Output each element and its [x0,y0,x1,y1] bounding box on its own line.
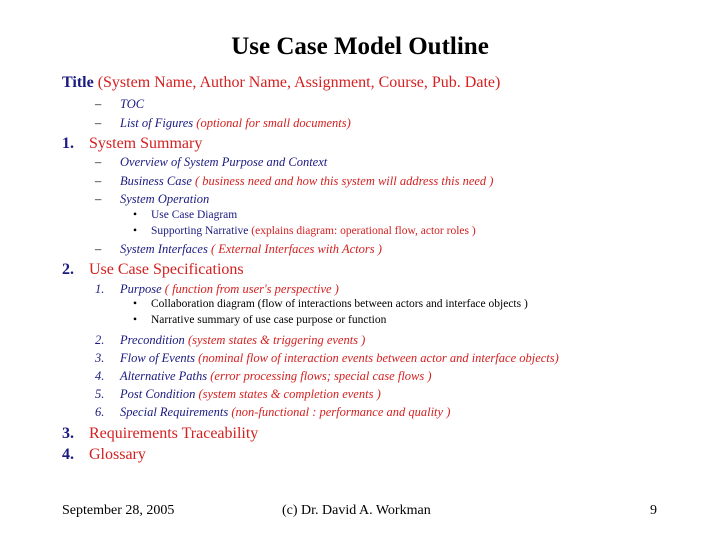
dash-marker: – [95,155,102,169]
bullet-marker: • [133,298,138,310]
list-item-note: ( function from user's perspective ) [161,282,339,296]
list-item-note: (non-functional : performance and quality ) [228,405,451,419]
list-item-label: System Operation [120,192,210,206]
section-number: 1. [62,135,74,152]
list-item-note: (system states & triggering events ) [184,333,366,347]
section-label: Use Case Specifications [89,261,244,278]
list-item-label: Post Condition [120,387,196,401]
list-item-label: Overview of System Purpose and Context [120,155,328,169]
list-item-label: Precondition [120,333,185,347]
title-heading [62,74,500,92]
section-label: Glossary [89,446,146,463]
bullet-marker: • [133,209,138,221]
number-marker: 6. [95,405,105,419]
list-item-label: Special Requirements [120,405,229,419]
number-marker: 2. [95,333,105,347]
bullet-marker: • [133,314,138,326]
list-item-note: ( External Interfaces with Actors ) [207,242,382,256]
section-number: 2. [62,261,74,278]
bullet-marker: • [133,225,138,237]
page-title: Use Case Model Outline [231,33,489,60]
dash-marker: – [95,116,102,130]
dash-marker: – [95,174,102,188]
dash-marker: – [95,192,102,206]
bullet-label: Collaboration diagram (flow of interactions between actors and interface objects ) [151,298,528,310]
footer-date: September 28, 2005 [62,503,175,518]
dash-marker: – [95,97,102,111]
number-marker: 1. [95,282,105,296]
section-number: 4. [62,446,74,463]
number-marker: 4. [95,369,105,383]
footer-author: (c) Dr. David A. Workman [282,503,431,518]
list-item-note: (error processing flows; special case flows ) [207,369,432,383]
bullet-label: Narrative summary of use case purpose or function [151,314,387,326]
list-item-label: Alternative Paths [120,369,208,383]
section-number: 3. [62,425,74,442]
list-item-label: Business Case [120,174,192,188]
number-marker: 3. [95,351,105,365]
section-label: Requirements Traceability [89,425,259,442]
list-item-note: ( business need and how this system will address this need ) [191,174,494,188]
number-marker: 5. [95,387,105,401]
bullet-note: (explains diagram: operational flow, actor roles ) [248,225,476,237]
title-heading-details: (System Name, Author Name, Assignment, Course, Pub. Date) [93,74,501,91]
list-item-label: TOC [120,97,145,111]
list-item-label: Purpose [120,282,162,296]
list-item-label: System Interfaces [120,242,208,256]
list-item-note: (system states & completion events ) [195,387,381,401]
bullet-label: Supporting Narrative [151,225,249,237]
footer-page-number: 9 [650,503,657,518]
section-glossary [62,446,146,464]
dash-marker: – [95,242,102,256]
list-item-note: (nominal flow of interaction events between actor and interface objects) [195,351,559,365]
section-requirements-traceability [62,425,259,443]
bullet-label: Use Case Diagram [151,209,238,221]
list-item-label: List of Figures [120,116,194,130]
section-system-summary [62,135,203,153]
title-heading-lead: Title [62,74,94,91]
section-use-case-specifications [62,261,244,279]
list-item-note: (optional for small documents) [193,116,351,130]
list-item-label: Flow of Events [120,351,195,365]
section-label: System Summary [89,135,203,152]
